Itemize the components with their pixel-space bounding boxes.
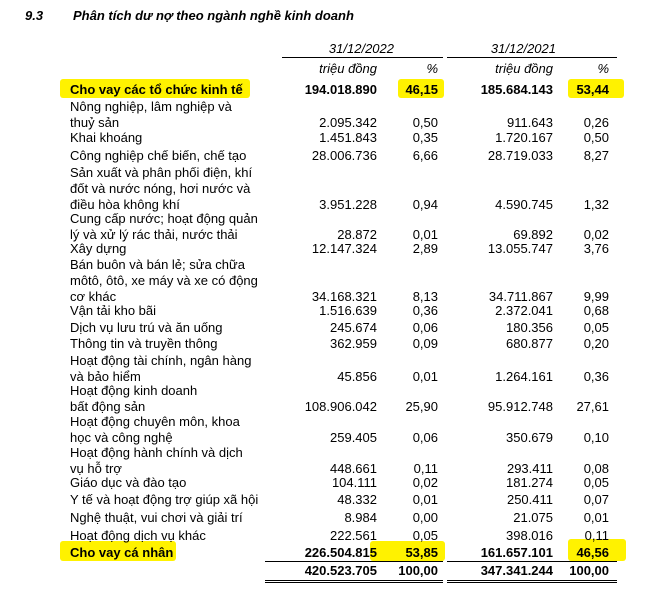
row-label-line: Hoạt động tài chính, ngân hàng <box>70 353 252 368</box>
row-label-line: Khai khoáng <box>70 130 143 145</box>
row-label <box>70 528 270 544</box>
row-value-2022: 48.332 <box>337 492 377 507</box>
year-2022-underline <box>282 57 443 58</box>
row-label-line: Nông nghiệp, lâm nghiệp và <box>70 99 232 114</box>
total-pct-2021: 100,00 <box>569 563 609 578</box>
row-pct-2022: 0,11 <box>413 461 438 476</box>
row-label <box>70 257 270 305</box>
row-pct-2021: 0,07 <box>583 492 609 507</box>
row-pct-2022: 25,90 <box>405 399 438 414</box>
row-label-line: lý và xử lý rác thải, nước thải <box>70 227 238 242</box>
row-label-line: điều hòa không khí <box>70 197 180 212</box>
row-label-line: Cho vay các tổ chức kinh tế <box>70 82 243 97</box>
row-value-2021: 1.720.167 <box>495 130 553 145</box>
row-pct-2021: 0,11 <box>584 528 609 543</box>
row-label <box>70 130 270 146</box>
total-value-2021: 347.341.244 <box>480 563 553 578</box>
row-label-line: Hoạt động dịch vụ khác <box>70 528 206 543</box>
total-bottom-line-2021 <box>447 580 617 581</box>
row-pct-2021: 0,02 <box>583 227 609 242</box>
total-top-line-2022 <box>265 561 443 562</box>
row-value-2021: 185.684.143 <box>480 82 553 97</box>
pct-2022-header: % <box>426 61 438 76</box>
row-value-2022: 104.111 <box>331 475 377 490</box>
unit-2022-header: triệu đồng <box>319 61 377 76</box>
row-label-line: Thông tin và truyền thông <box>70 336 218 351</box>
row-pct-2022: 0,06 <box>412 430 438 445</box>
row-value-2021: 398.016 <box>506 528 553 543</box>
row-value-2022: 34.168.321 <box>311 289 377 304</box>
section-title: Phân tích dư nợ theo ngành nghề kinh doanh <box>73 8 354 23</box>
row-pct-2021: 27,61 <box>576 399 609 414</box>
row-label <box>70 148 270 164</box>
row-pct-2022: 0,35 <box>412 130 438 145</box>
row-label-line: Dịch vụ lưu trú và ăn uống <box>70 320 223 335</box>
row-label <box>70 320 270 336</box>
row-value-2022: 1.451.843 <box>319 130 377 145</box>
row-value-2021: 1.264.161 <box>495 369 553 384</box>
total-pct-2022: 100,00 <box>398 563 438 578</box>
row-value-2021: 13.055.747 <box>487 241 553 256</box>
row-value-2022: 8.984 <box>344 510 377 525</box>
row-value-2021: 21.075 <box>513 510 553 525</box>
row-label-line: Cho vay cá nhân <box>70 545 174 560</box>
row-pct-2021: 0,50 <box>583 130 609 145</box>
row-value-2021: 911.643 <box>506 115 553 130</box>
row-label-line: học và công nghệ <box>70 430 173 445</box>
row-value-2022: 2.095.342 <box>319 115 377 130</box>
row-value-2022: 28.872 <box>337 227 377 242</box>
row-pct-2022: 0,50 <box>412 115 438 130</box>
row-value-2022: 259.405 <box>330 430 377 445</box>
row-label-line: Y tế và hoạt động trợ giúp xã hội <box>70 492 259 507</box>
row-value-2021: 181.274 <box>506 475 553 490</box>
row-value-2021: 680.877 <box>506 336 553 351</box>
row-value-2021: 180.356 <box>506 320 553 335</box>
row-label-line: Giáo dục và đào tạo <box>70 475 187 490</box>
row-value-2021: 161.657.101 <box>480 545 553 560</box>
row-pct-2021: 0,05 <box>583 320 609 335</box>
row-pct-2021: 9,99 <box>583 289 609 304</box>
total-value-2022: 420.523.705 <box>304 563 377 578</box>
row-pct-2021: 0,36 <box>583 369 609 384</box>
row-value-2021: 250.411 <box>506 492 553 507</box>
row-label-line: Hoạt động kinh doanh <box>70 383 198 398</box>
row-value-2022: 222.561 <box>330 528 377 543</box>
row-label-line: thuỷ sản <box>70 115 120 130</box>
row-value-2021: 95.912.748 <box>487 399 553 414</box>
row-label-line: Cung cấp nước; hoạt động quản <box>70 211 258 226</box>
row-pct-2022: 8,13 <box>412 289 438 304</box>
row-value-2022: 1.516.639 <box>319 303 377 318</box>
row-value-2021: 69.892 <box>513 227 553 242</box>
row-pct-2022: 0,02 <box>412 475 438 490</box>
row-label <box>70 545 270 561</box>
row-label-line: Vận tải kho bãi <box>70 303 157 318</box>
row-pct-2021: 0,10 <box>583 430 609 445</box>
row-label <box>70 303 270 319</box>
row-pct-2021: 8,27 <box>583 148 609 163</box>
row-label <box>70 165 270 213</box>
row-label-line: Hoạt động chuyên môn, khoa <box>70 414 240 429</box>
row-pct-2021: 0,20 <box>583 336 609 351</box>
row-value-2021: 350.679 <box>506 430 553 445</box>
row-pct-2021: 46,56 <box>576 545 609 560</box>
year-2021-header: 31/12/2021 <box>490 41 556 56</box>
pct-2021-header: % <box>597 61 609 76</box>
row-label-line: Hoạt động hành chính và dịch <box>70 445 243 460</box>
row-value-2022: 12.147.324 <box>311 241 377 256</box>
row-pct-2022: 0,36 <box>412 303 438 318</box>
row-label-line: Công nghiệp chế biến, chế tạo <box>70 148 247 163</box>
row-label <box>70 475 270 491</box>
year-2021-underline <box>447 57 617 58</box>
row-label <box>70 353 270 385</box>
row-pct-2021: 0,08 <box>583 461 609 476</box>
section-number: 9.3 <box>25 8 44 23</box>
row-value-2022: 194.018.890 <box>304 82 377 97</box>
row-value-2022: 45.856 <box>337 369 377 384</box>
row-label <box>70 211 270 243</box>
row-pct-2022: 6,66 <box>412 148 438 163</box>
row-value-2021: 34.711.867 <box>488 289 553 304</box>
row-value-2021: 293.411 <box>506 461 553 476</box>
total-bottom-line-2021b <box>447 582 617 583</box>
row-pct-2022: 0,01 <box>412 492 438 507</box>
row-label-line: và bảo hiểm <box>70 369 141 384</box>
row-label-line: bất động sản <box>70 399 146 414</box>
row-pct-2022: 2,89 <box>412 241 438 256</box>
total-top-line-2021 <box>447 561 617 562</box>
row-label-line: cơ khác <box>70 289 117 304</box>
row-pct-2022: 46,15 <box>405 82 438 97</box>
year-2022-header: 31/12/2022 <box>328 41 394 56</box>
row-pct-2022: 0,00 <box>412 510 438 525</box>
row-pct-2022: 0,01 <box>412 369 438 384</box>
row-label <box>70 510 270 526</box>
row-label <box>70 99 270 131</box>
row-pct-2022: 0,05 <box>412 528 438 543</box>
row-label-line: Xây dựng <box>70 241 127 256</box>
row-pct-2021: 3,76 <box>583 241 609 256</box>
row-value-2022: 245.674 <box>330 320 377 335</box>
total-bottom-line-2022b <box>265 582 443 583</box>
row-value-2022: 3.951.228 <box>319 197 377 212</box>
row-pct-2021: 0,26 <box>583 115 609 130</box>
row-pct-2021: 0,01 <box>583 510 609 525</box>
row-label-line: vụ hỗ trợ <box>70 461 122 476</box>
row-label-line: Bán buôn và bán lẻ; sửa chữa <box>70 257 245 272</box>
row-value-2022: 28.006.736 <box>311 148 377 163</box>
row-pct-2021: 1,32 <box>583 197 609 212</box>
row-pct-2022: 53,85 <box>405 545 438 560</box>
row-pct-2021: 53,44 <box>576 82 609 97</box>
row-label-line: đốt và nước nóng, hơi nước và <box>70 181 251 196</box>
section-heading <box>0 6 665 26</box>
row-label <box>70 383 270 415</box>
row-pct-2022: 0,09 <box>412 336 438 351</box>
row-label <box>70 492 270 508</box>
unit-2021-header: triệu đồng <box>495 61 553 76</box>
row-label-line: Sản xuất và phân phối điện, khí <box>70 165 253 180</box>
row-value-2021: 28.719.033 <box>487 148 553 163</box>
row-value-2022: 226.504.815 <box>304 545 377 560</box>
row-value-2021: 2.372.041 <box>495 303 553 318</box>
row-label <box>70 82 270 98</box>
row-label <box>70 414 270 446</box>
total-bottom-line-2022 <box>265 580 443 581</box>
row-pct-2022: 0,94 <box>412 197 438 212</box>
row-label-line: Nghệ thuật, vui chơi và giải trí <box>70 510 243 525</box>
row-value-2021: 4.590.745 <box>495 197 553 212</box>
row-pct-2021: 0,68 <box>583 303 609 318</box>
row-value-2022: 448.661 <box>330 461 377 476</box>
row-value-2022: 362.959 <box>330 336 377 351</box>
row-label-line: môtô, ôtô, xe máy và xe có động <box>70 273 258 288</box>
row-label <box>70 241 270 257</box>
row-label <box>70 445 270 477</box>
row-pct-2022: 0,01 <box>412 227 438 242</box>
row-pct-2021: 0,05 <box>583 475 609 490</box>
row-pct-2022: 0,06 <box>412 320 438 335</box>
row-value-2022: 108.906.042 <box>304 399 377 414</box>
row-label <box>70 336 270 352</box>
